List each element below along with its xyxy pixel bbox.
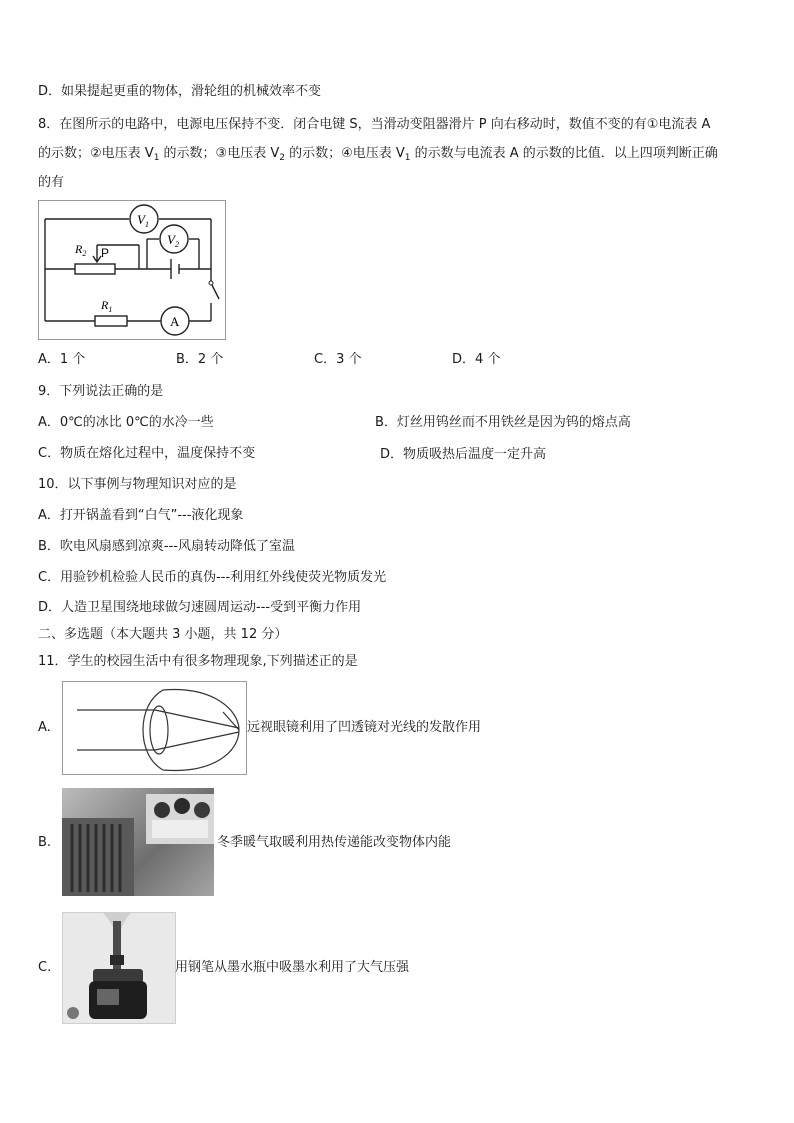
slider-p-label: P xyxy=(101,246,110,260)
q8-text-part: 的示数；②电压表 V xyxy=(38,146,154,161)
q11-option-c-label: C. xyxy=(38,960,52,975)
v1-label: $V_1$ xyxy=(137,212,149,229)
q9-option-d: D．物质吸热后温度一定升高 xyxy=(380,447,547,462)
q9-stem: 9．下列说法正确的是 xyxy=(38,384,164,399)
q11-stem: 11．学生的校园生活中有很多物理现象,下列描述正的是 xyxy=(38,654,358,669)
q8-option-c: C．3 个 xyxy=(314,352,362,367)
eye-lens-diagram xyxy=(62,681,247,775)
q10-option-b: B．吹电风扇感到凉爽---风扇转动降低了室温 xyxy=(38,539,295,554)
subscript: 1 xyxy=(153,153,160,163)
section-title-multi-choice: 二、多选题（本大题共 3 小题，共 12 分） xyxy=(38,627,288,642)
ink-bottle-photo xyxy=(62,912,176,1024)
circuit-svg xyxy=(39,201,225,339)
q9-option-a: A．0℃的冰比 0℃的水冷一些 xyxy=(38,415,214,430)
q10-option-a: A．打开锅盖看到“白气”---液化现象 xyxy=(38,508,244,523)
q7-option-d: D．如果提起更重的物体，滑轮组的机械效率不变 xyxy=(38,84,322,99)
q10-option-c: C．用验钞机检验人民币的真伪---利用红外线使荧光物质发光 xyxy=(38,570,387,585)
circuit-diagram xyxy=(38,200,226,340)
subscript: 2 xyxy=(279,153,285,163)
q9-option-b: B．灯丝用钨丝而不用铁丝是因为钨的熔点高 xyxy=(375,415,631,430)
classroom-heater-photo xyxy=(62,788,214,896)
q8-text-part: 的示数与电流表 A 的示数的比值．以上四项判断正确 xyxy=(410,146,718,161)
q11-option-c-text: 用钢笔从墨水瓶中吸墨水利用了大气压强 xyxy=(175,960,410,975)
ammeter-label: A xyxy=(170,314,180,329)
q8-stem-line2 xyxy=(38,144,718,168)
eye-svg xyxy=(63,682,246,774)
q8-stem-line1: 8．在图所示的电路中，电源电压保持不变．闭合电键 S，当滑动变阻器滑片 P 向右移动时，数值不变的有①电流表 A xyxy=(38,117,711,132)
q10-option-d: D．人造卫星围绕地球做匀速圆周运动---受到平衡力作用 xyxy=(38,600,362,615)
q11-option-b-label: B. xyxy=(38,835,52,850)
ink-bottle-svg xyxy=(63,913,175,1023)
q8-option-d: D．4 个 xyxy=(452,352,501,367)
subscript: 1 xyxy=(404,153,411,163)
r1-label: $R_1$ xyxy=(101,298,113,314)
q8-option-a: A．1 个 xyxy=(38,352,86,367)
v2-label: $V_2$ xyxy=(167,232,179,249)
heater-photo-svg xyxy=(62,788,214,896)
q8-text-part: 的示数；④电压表 V xyxy=(284,146,405,161)
r2-label: $R_2$ xyxy=(75,242,87,258)
q8-stem-line3: 的有 xyxy=(38,175,65,190)
q10-stem: 10．以下事例与物理知识对应的是 xyxy=(38,477,237,492)
q11-option-a-text: 远视眼镜利用了凹透镜对光线的发散作用 xyxy=(247,720,482,735)
q8-text-part: 的示数；③电压表 V xyxy=(159,146,280,161)
q11-option-b-text: 冬季暖气取暖利用热传递能改变物体内能 xyxy=(217,835,452,850)
q8-option-b: B．2 个 xyxy=(176,352,224,367)
q11-option-a-label: A. xyxy=(38,720,51,735)
q9-option-c: C．物质在熔化过程中，温度保持不变 xyxy=(38,446,256,461)
